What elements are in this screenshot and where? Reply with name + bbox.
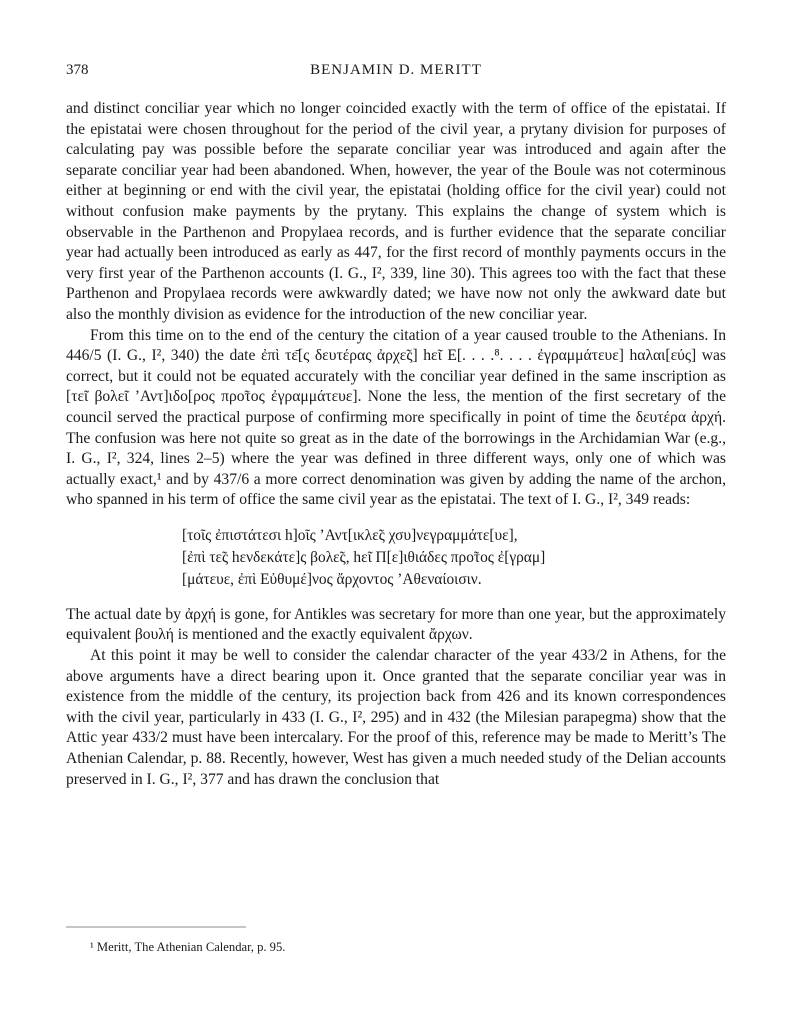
quote-line-1: [τοῖς ἐπιστάτεσι h]οῖς ʼΑντ[ικλε̃ς χσυ]νεγραμμάτε[υε], xyxy=(182,526,518,544)
quote-line-2: [ἐπὶ τε̃ς hενδεκάτε]ς βολε̃ς, hε̃ι Π[ε]ιθιάδες προ̃τος ἐ[γραμ] xyxy=(182,548,546,566)
paragraph-3: The actual date by ἀρχή is gone, for Antikles was secretary for more than one year, but the approximately equivalent βουλή is mentioned and the exactly equivalent ἄρχων. xyxy=(66,605,726,644)
paragraph-2: From this time on to the end of the century the citation of a year caused trouble to the Athenians. In 446/5 (I. G., I², 340) the date ἐπὶ τε̄[ς δευτέρας ἀρχε̃ς] hε̃ι Ε[. . . .⁸. . . . ἐγραμμάτευε] hαλαι[εύς] was correct, but it could not be equated accurately with the conciliar year defined in the same inscription as [τε̃ι βολε̃ι ʼΑντ]ιδο[ρος προ̃τος ἐγραμμάτευε]. None the less, the mention of the first secretary of the council served the practical purpose of confirming more specifically in point of time the δευτέρα ἀρχή. The confusion was here not quite so great as in the date of the borrowings in the Archidamian War (e.g., I. G., I², 324, lines 2–5) where the year was defined in three different ways, only one of which was actually exact,¹ and by 437/6 a more correct denomination was given by adding the name of the archon, who spanned in his term of office the same civil year as the epistatai. The text of I. G., I², 349 reads: xyxy=(66,326,726,509)
body-text xyxy=(66,99,726,790)
page-number: 378 xyxy=(66,62,89,78)
running-head: BENJAMIN D. MERITT xyxy=(310,62,482,78)
paragraph-4: At this point it may be well to consider the calendar character of the year 433/2 in Athens, for the above arguments have a direct bearing upon it. Once granted that the separate conciliar year was in existence from the middle of the century, its projection back from 426 and its known correspondences with the civil year, particularly in 433 (I. G., I², 295) and in 432 (the Milesian parapegma) show that the Attic year 433/2 must have been intercalary. For the proof of this, reference may be made to Meritt’s The Athenian Calendar, p. 88. Recently, however, West has given a much needed study of the Delian accounts preserved in I. G., I², 377 and has drawn the conclusion that xyxy=(66,647,726,788)
paragraph-1: and distinct conciliar year which no longer coincided exactly with the term of office of the epistatai. If the epistatai were chosen throughout for the period of the civil year, a prytany division for purposes of calculating pay was possible before the separate conciliar year was introduced and again after the separate conciliar year had been abandoned. When, however, the year of the Boule was not coterminous either at beginning or end with the civil year, the epistatai (holding office for the civil year) could not without confusion make payments by the prytany. This explains the change of system which is observable in the Parthenon and Propylaea records, and is further evidence that the separate conciliar year had actually been introduced as early as 447, for the first record of monthly payments occurs in the very first year of the Parthenon accounts (I. G., I², 339, line 30). This agrees too with the fact that these Parthenon and Propylaea records were awkwardly dated; we have now not only the awkward date but also the monthly division as evidence for the introduction of the new conciliar year. xyxy=(66,100,726,323)
footnote-rule xyxy=(66,926,246,928)
footnote: ¹ Meritt, The Athenian Calendar, p. 95. xyxy=(90,940,286,954)
page-header xyxy=(66,62,726,84)
quote-line-3: [μάτευε, ἐπὶ Εὐθυμέ]νος ἄρχοντος ʼΑθεναίοισιν. xyxy=(182,570,482,588)
inscription-quote xyxy=(182,525,726,591)
